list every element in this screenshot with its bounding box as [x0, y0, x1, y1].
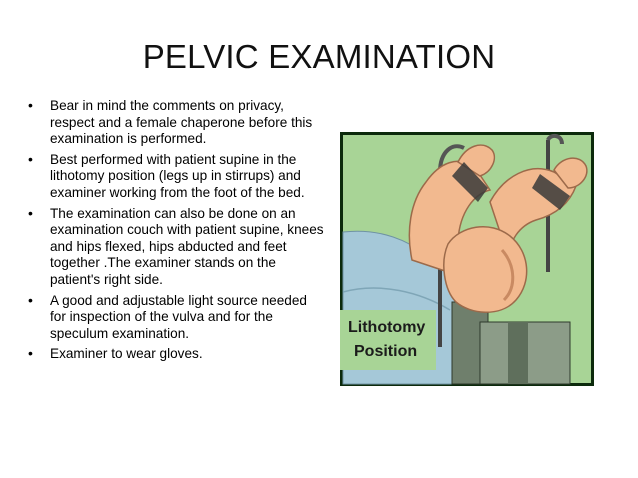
- bullet-item: [24, 346, 324, 363]
- bullet-list: [24, 98, 324, 367]
- bullet-icon: •: [28, 150, 33, 167]
- page-title: PELVIC EXAMINATION: [142, 38, 496, 75]
- bullet-text: The examination can also be done on an examination couch with patient supine, knees and hips flexed, hips abducted and feet together .The examiner stands on the patient's right side.: [50, 205, 324, 287]
- caption-line-1: Lithotomy: [348, 319, 426, 336]
- bullet-item: [24, 152, 324, 202]
- lithotomy-illustration-svg: [340, 132, 594, 386]
- bullet-icon: •: [28, 345, 33, 362]
- table-leg: [508, 322, 528, 384]
- bullet-icon: •: [28, 291, 33, 308]
- bullet-text: A good and adjustable light source needed for inspection of the vulva and for the speculum examination.: [50, 292, 307, 341]
- bullet-text: Best performed with patient supine in the lithotomy position (legs up in stirrups) and examiner working from the foot of the bed.: [50, 151, 305, 200]
- bullet-item: [24, 206, 324, 289]
- bullet-text: Examiner to wear gloves.: [50, 346, 203, 362]
- bullet-icon: •: [28, 97, 33, 113]
- bullet-icon: •: [28, 204, 33, 221]
- bullet-text: Bear in mind the comments on privacy, respect and a female chaperone before this examination is performed.: [50, 98, 313, 147]
- lithotomy-illustration: [340, 132, 594, 386]
- bullet-item: [24, 293, 324, 343]
- bullet-item: [24, 98, 324, 148]
- patient-hip: [444, 227, 527, 313]
- caption-line-2: Position: [354, 343, 418, 360]
